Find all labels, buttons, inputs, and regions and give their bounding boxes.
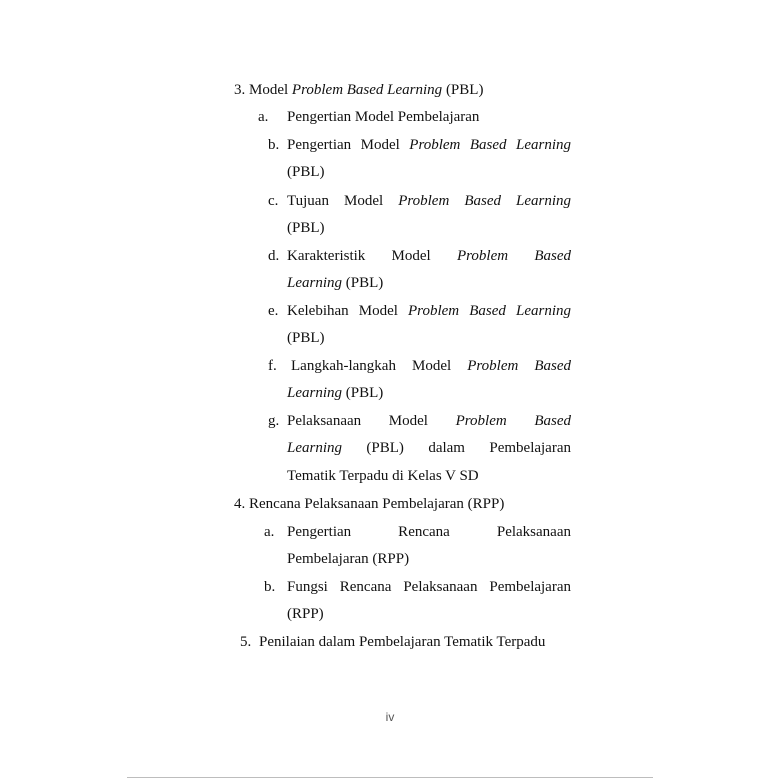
section-5-heading — [240, 632, 545, 652]
item-text-italic: Problem Based — [456, 248, 571, 264]
section-number: 3. — [234, 82, 246, 98]
item-text: Fungsi Rencana Pelaksanaan Pembelajaran — [287, 579, 571, 595]
item-text: Pengertian Model Pembelajaran — [287, 109, 480, 125]
item-letter: d. — [268, 248, 280, 264]
item-letter: f. — [268, 358, 277, 374]
item-text-continuation: Pembelajaran (RPP) — [287, 551, 410, 567]
item-letter: a. — [264, 524, 275, 540]
item-letter: a. — [258, 109, 269, 125]
item-text — [287, 246, 571, 266]
item-text-post: (PBL) dalam Pembelajaran — [342, 440, 571, 456]
item-letter: e. — [268, 303, 279, 319]
section-title-suffix: (PBL) — [442, 82, 484, 98]
item-text-pre: Kelebihan Model — [287, 303, 409, 319]
item-text-italic: Problem Based Learning — [408, 303, 571, 319]
item-text-italic: Learning — [287, 385, 343, 401]
item-text — [287, 301, 571, 321]
item-text-pre: Tujuan Model — [287, 193, 399, 209]
page-number: iv — [385, 710, 395, 724]
item-text-italic: Problem Based Learning — [398, 193, 572, 209]
item-text-continuation: (RPP) — [287, 606, 324, 622]
section-number: 5. — [240, 634, 252, 650]
item-text — [287, 191, 571, 211]
item-text-continuation — [287, 383, 383, 403]
section-4-heading — [234, 494, 504, 514]
item-text — [287, 135, 571, 155]
section-title: Rencana Pelaksanaan Pembelajaran (RPP) — [249, 496, 505, 512]
item-text-continuation — [287, 438, 571, 458]
item-text-italic: Problem Based — [467, 358, 571, 374]
item-text-italic: Learning — [287, 275, 343, 291]
item-text-italic: Problem Based — [455, 413, 571, 429]
item-text-continuation — [287, 273, 383, 293]
section-title-prefix: Model — [249, 82, 292, 98]
page-bottom-divider — [127, 777, 653, 778]
item-text-continuation: (PBL) — [287, 220, 325, 236]
item-letter: g. — [268, 413, 280, 429]
item-text-continuation: (PBL) — [287, 330, 325, 346]
section-number: 4. — [234, 496, 246, 512]
item-text-italic: Problem Based Learning — [409, 137, 572, 153]
item-text-continuation: Tematik Terpadu di Kelas V SD — [287, 468, 479, 484]
item-text-post: (PBL) — [342, 275, 384, 291]
section-title: Penilaian dalam Pembelajaran Tematik Terpadu — [259, 634, 546, 650]
item-text-pre: Pelaksanaan Model — [287, 413, 456, 429]
item-letter: c. — [268, 193, 279, 209]
item-text-post: (PBL) — [342, 385, 384, 401]
item-text-italic: Learning — [287, 440, 343, 456]
section-3-heading — [234, 80, 483, 100]
section-title-italic: Problem Based Learning — [291, 82, 443, 98]
item-text: Pengertian Rencana Pelaksanaan — [287, 524, 571, 540]
item-text — [287, 411, 571, 431]
item-text-pre: Pengertian Model — [287, 137, 410, 153]
item-letter: b. — [264, 579, 276, 595]
item-text-continuation: (PBL) — [287, 164, 325, 180]
item-text — [291, 356, 571, 376]
item-text-pre: Karakteristik Model — [287, 248, 457, 264]
item-text-pre: Langkah-langkah Model — [291, 358, 468, 374]
item-letter: b. — [268, 137, 280, 153]
